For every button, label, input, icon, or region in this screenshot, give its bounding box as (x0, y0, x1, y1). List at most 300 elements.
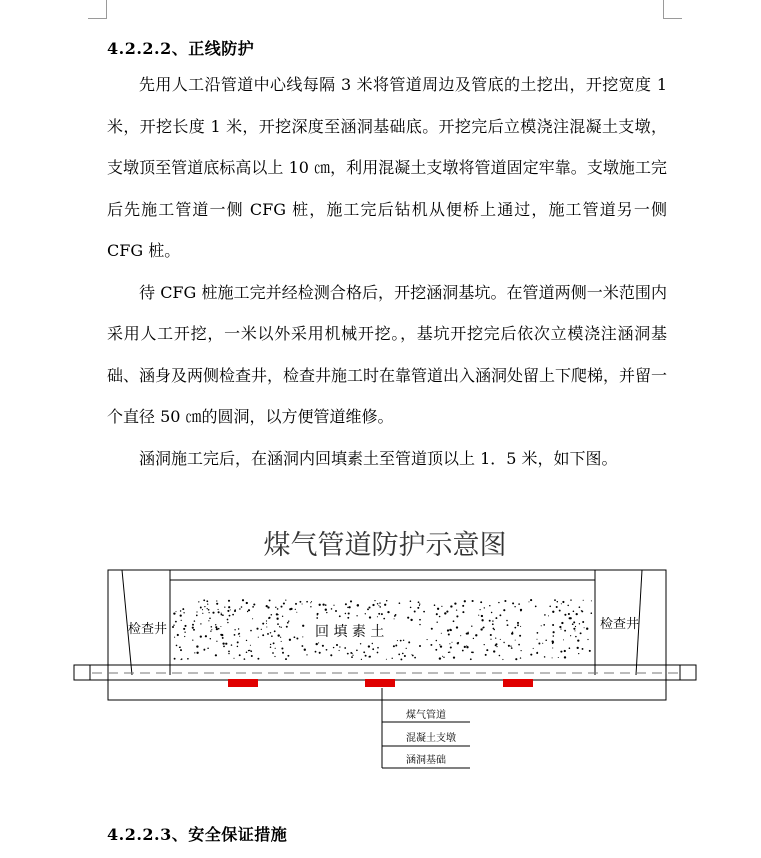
soil-speckle (541, 625, 542, 626)
soil-speckle (295, 609, 296, 610)
soil-speckle (440, 645, 442, 647)
soil-speckle (187, 658, 189, 660)
soil-speckle (173, 612, 175, 614)
soil-speckle (520, 657, 521, 658)
soil-speckle (377, 616, 378, 617)
soil-speckle (220, 626, 221, 627)
soil-speckle (500, 639, 501, 640)
soil-speckle (439, 644, 440, 645)
soil-speckle (492, 623, 494, 625)
soil-speckle (267, 633, 269, 635)
soil-speckle (180, 659, 181, 660)
soil-speckle (207, 647, 209, 649)
soil-speckle (285, 599, 286, 600)
soil-speckle (508, 645, 510, 647)
soil-speckle (290, 608, 292, 610)
soil-speckle (492, 620, 493, 621)
soil-speckle (394, 615, 396, 617)
soil-speckle (172, 626, 174, 628)
soil-speckle (311, 601, 312, 602)
soil-speckle (281, 641, 282, 642)
soil-speckle (379, 606, 381, 608)
soil-speckle (536, 652, 538, 654)
soil-speckle (357, 604, 359, 606)
soil-speckle (180, 649, 182, 651)
soil-speckle (450, 646, 452, 648)
soil-speckle (361, 659, 362, 660)
soil-speckle (281, 627, 282, 628)
soil-speckle (441, 633, 442, 634)
soil-speckle (206, 600, 208, 602)
soil-speckle (266, 605, 268, 607)
soil-speckle (234, 634, 236, 636)
soil-speckle (194, 652, 195, 653)
legend-concrete-support: 混凝土支墩 (406, 733, 456, 744)
soil-speckle (310, 606, 311, 607)
soil-speckle (498, 602, 499, 603)
soil-speckle (553, 635, 555, 637)
soil-speckle (472, 600, 474, 602)
soil-speckle (347, 653, 349, 655)
soil-speckle (200, 607, 202, 609)
soil-speckle (512, 602, 514, 604)
soil-speckle (253, 603, 255, 605)
soil-speckle (179, 647, 180, 648)
soil-speckle (573, 611, 575, 613)
soil-speckle (276, 618, 278, 620)
soil-speckle (528, 601, 529, 602)
soil-speckle (569, 647, 571, 649)
soil-speckle (261, 629, 262, 630)
soil-speckle (302, 603, 303, 604)
soil-speckle (336, 644, 338, 646)
soil-speckle (250, 650, 252, 652)
soil-speckle (481, 619, 483, 621)
soil-speckle (182, 608, 184, 610)
soil-speckle (208, 609, 210, 611)
soil-speckle (558, 657, 559, 658)
soil-speckle (564, 614, 566, 616)
soil-speckle (211, 626, 213, 628)
soil-speckle (345, 603, 347, 605)
soil-speckle (224, 606, 225, 607)
soil-speckle (520, 609, 522, 611)
soil-speckle (520, 626, 521, 627)
soil-speckle (222, 614, 224, 616)
soil-speckle (368, 606, 370, 608)
soil-speckle (470, 658, 472, 660)
soil-speckle (262, 623, 264, 625)
soil-speckle (552, 611, 554, 613)
soil-speckle (252, 606, 254, 608)
concrete-support-1 (228, 679, 258, 687)
soil-speckle (377, 603, 379, 605)
soil-speckle (356, 615, 357, 616)
soil-speckle (216, 600, 217, 601)
soil-speckle (530, 654, 532, 656)
soil-speckle (511, 647, 513, 649)
soil-speckle (367, 608, 369, 610)
soil-speckle (403, 640, 404, 641)
paragraph-2: 待 CFG 桩施工完并经检测合格后，开挖涵洞基坑。在管道两侧一米范围内采用人工开挖，一米以外采用机械开挖。，基坑开挖完后依次立模浇注涵洞基础、涵身及两侧检查井，检查井施工时在靠管道出入涵洞处留上下爬梯，并留一个直径 50 ㎝的圆洞，以方便管道维修。 (107, 282, 668, 426)
soil-speckle (204, 606, 205, 607)
soil-speckle (363, 651, 365, 653)
right-well-label: 检查井 (600, 617, 640, 632)
soil-speckle (299, 601, 301, 603)
soil-speckle (548, 615, 549, 616)
soil-speckle (393, 645, 395, 647)
soil-speckle (233, 658, 234, 659)
soil-speckle (227, 619, 229, 621)
soil-speckle (271, 614, 273, 616)
soil-speckle (207, 608, 208, 609)
soil-speckle (430, 644, 432, 646)
soil-speckle (177, 634, 179, 636)
soil-speckle (443, 657, 444, 658)
soil-speckle (286, 626, 288, 628)
soil-speckle (418, 601, 420, 603)
concrete-support-2 (365, 679, 395, 687)
soil-speckle (417, 607, 419, 609)
soil-speckle (246, 651, 248, 653)
soil-speckle (183, 628, 185, 630)
soil-speckle (360, 643, 361, 644)
soil-speckle (535, 606, 537, 608)
soil-speckle (517, 622, 519, 624)
soil-speckle (530, 599, 532, 601)
soil-speckle (246, 602, 248, 604)
soil-speckle (174, 658, 176, 660)
soil-speckle (431, 628, 433, 630)
soil-speckle (449, 643, 450, 644)
soil-speckle (372, 648, 374, 650)
soil-speckle (392, 658, 393, 659)
soil-speckle (192, 627, 194, 629)
soil-speckle (216, 628, 218, 630)
soil-speckle (552, 641, 554, 643)
soil-speckle (365, 655, 367, 657)
soil-speckle (266, 626, 267, 627)
soil-speckle (573, 621, 575, 623)
soil-speckle (533, 648, 534, 649)
soil-speckle (333, 605, 334, 606)
soil-speckle (559, 610, 561, 612)
soil-speckle (242, 599, 244, 601)
legend-culvert-foundation: 涵洞基础 (406, 755, 446, 766)
soil-speckle (345, 613, 346, 614)
soil-speckle (560, 651, 562, 653)
soil-speckle (423, 611, 425, 613)
soil-speckle (486, 649, 488, 651)
soil-speckle (567, 605, 569, 607)
soil-speckle (277, 608, 279, 610)
soil-speckle (579, 606, 581, 608)
soil-speckle (450, 605, 452, 607)
soil-speckle (218, 611, 220, 613)
soil-speckle (503, 642, 504, 643)
soil-speckle (481, 615, 483, 617)
soil-speckle (211, 629, 212, 630)
soil-speckle (397, 640, 398, 641)
soil-speckle (439, 616, 441, 618)
soil-speckle (480, 609, 481, 610)
soil-speckle (582, 621, 584, 623)
soil-speckle (387, 611, 389, 613)
soil-speckle (348, 612, 350, 614)
soil-speckle (270, 632, 271, 633)
soil-speckle (237, 646, 239, 648)
soil-speckle (175, 611, 176, 612)
soil-speckle (556, 606, 558, 608)
soil-speckle (221, 634, 223, 636)
soil-speckle (406, 648, 407, 649)
soil-speckle (586, 628, 588, 630)
soil-speckle (400, 658, 402, 660)
soil-speckle (557, 601, 558, 602)
soil-speckle (283, 602, 285, 604)
soil-speckle (316, 617, 318, 619)
soil-speckle (553, 631, 555, 633)
soil-speckle (495, 617, 497, 619)
soil-speckle (356, 649, 358, 651)
soil-speckle (482, 627, 483, 628)
soil-speckle (462, 605, 464, 607)
soil-speckle (515, 658, 517, 660)
soil-speckle (270, 644, 271, 645)
soil-speckle (369, 616, 371, 618)
soil-speckle (561, 603, 562, 604)
soil-speckle (347, 617, 349, 619)
soil-speckle (419, 624, 420, 625)
soil-speckle (591, 600, 592, 601)
soil-speckle (210, 638, 211, 639)
soil-speckle (496, 646, 497, 647)
soil-speckle (326, 612, 327, 613)
soil-speckle (352, 653, 353, 654)
soil-speckle (484, 607, 485, 608)
soil-speckle (306, 601, 308, 603)
soil-speckle (315, 651, 317, 653)
soil-speckle (296, 612, 297, 613)
soil-speckle (282, 616, 283, 617)
soil-speckle (519, 635, 521, 637)
soil-speckle (352, 655, 353, 656)
soil-speckle (200, 623, 201, 624)
soil-speckle (478, 615, 479, 616)
soil-speckle (436, 621, 437, 622)
soil-speckle (223, 646, 225, 648)
soil-speckle (507, 624, 509, 626)
soil-speckle (554, 599, 556, 601)
soil-speckle (518, 644, 520, 646)
soil-speckle (281, 606, 283, 608)
soil-speckle (267, 606, 269, 608)
soil-speckle (394, 618, 395, 619)
soil-speckle (207, 603, 208, 604)
soil-speckle (454, 602, 456, 604)
soil-speckle (325, 604, 327, 606)
soil-speckle (180, 615, 182, 617)
soil-speckle (451, 642, 452, 643)
soil-speckle (384, 604, 386, 606)
soil-speckle (473, 638, 474, 639)
soil-speckle (407, 617, 409, 619)
soil-speckle (218, 609, 219, 610)
soil-speckle (517, 624, 519, 626)
soil-speckle (228, 600, 230, 602)
soil-speckle (239, 636, 240, 637)
soil-speckle (436, 613, 438, 615)
soil-speckle (318, 642, 319, 643)
soil-speckle (203, 599, 205, 601)
soil-speckle (412, 655, 414, 657)
soil-speckle (581, 610, 583, 612)
soil-speckle (282, 652, 284, 654)
soil-speckle (427, 639, 428, 640)
soil-speckle (587, 639, 588, 640)
soil-speckle (552, 647, 553, 648)
soil-speckle (306, 654, 307, 655)
soil-speckle (589, 650, 591, 652)
soil-speckle (347, 607, 348, 608)
soil-speckle (521, 650, 522, 651)
soil-speckle (419, 605, 420, 606)
soil-speckle (419, 603, 420, 604)
soil-speckle (457, 642, 459, 644)
soil-speckle (196, 645, 198, 647)
soil-speckle (552, 624, 554, 626)
soil-speckle (246, 640, 247, 641)
legend-gas-pipe: 煤气管道 (406, 710, 446, 721)
soil-speckle (570, 599, 571, 600)
soil-speckle (564, 650, 566, 652)
soil-speckle (339, 646, 340, 647)
soil-speckle (379, 602, 380, 603)
soil-speckle (573, 628, 575, 630)
soil-speckle (294, 636, 296, 638)
soil-speckle (378, 613, 380, 615)
soil-speckle (222, 642, 224, 644)
pipe-protection-diagram (70, 510, 700, 780)
soil-speckle (310, 602, 311, 603)
soil-speckle (228, 653, 229, 654)
soil-speckle (208, 620, 209, 621)
soil-speckle (378, 605, 379, 606)
soil-speckle (238, 633, 239, 634)
soil-speckle (344, 647, 346, 649)
soil-speckle (485, 654, 487, 656)
soil-speckle (269, 599, 271, 601)
soil-speckle (444, 612, 446, 614)
backfill-label: 回 填 素 土 (315, 624, 385, 640)
soil-speckle (456, 626, 458, 628)
soil-speckle (221, 613, 222, 614)
soil-speckle (216, 603, 218, 605)
soil-speckle (490, 634, 492, 636)
soil-speckle (250, 630, 252, 632)
soil-speckle (196, 615, 198, 617)
soil-speckle (248, 609, 250, 611)
soil-speckle (450, 629, 452, 631)
soil-speckle (404, 655, 406, 657)
soil-speckle (365, 613, 366, 614)
concrete-support-3 (503, 679, 533, 687)
soil-speckle (453, 656, 455, 658)
soil-speckle (212, 612, 214, 614)
soil-speckle (419, 619, 421, 621)
soil-speckle (237, 641, 239, 643)
soil-speckle (287, 655, 289, 657)
soil-speckle (368, 656, 369, 657)
soil-speckle (285, 658, 287, 660)
soil-speckle (386, 600, 387, 601)
soil-speckle (287, 622, 289, 624)
body-text (107, 64, 667, 479)
soil-speckle (228, 651, 230, 653)
soil-speckle (277, 623, 279, 625)
paragraph-3: 涵洞施工完后，在涵洞内回填素土至管道顶以上 1．5 米，如下图。 (139, 448, 618, 468)
soil-speckle (419, 645, 421, 647)
soil-speckle (175, 621, 177, 623)
soil-speckle (277, 614, 278, 615)
soil-speckle (515, 640, 516, 641)
soil-speckle (200, 635, 202, 637)
soil-speckle (574, 630, 575, 631)
soil-speckle (317, 614, 318, 615)
soil-speckle (464, 600, 466, 602)
soil-speckle (576, 613, 578, 615)
soil-speckle (319, 652, 321, 654)
soil-speckle (456, 609, 457, 610)
soil-speckle (270, 646, 271, 647)
soil-speckle (230, 609, 231, 610)
soil-speckle (439, 657, 441, 659)
soil-speckle (205, 635, 207, 637)
soil-speckle (399, 602, 401, 604)
soil-speckle (466, 633, 468, 635)
soil-speckle (304, 649, 306, 651)
soil-speckle (436, 640, 438, 642)
soil-speckle (278, 634, 280, 636)
soil-speckle (271, 635, 273, 637)
soil-speckle (229, 615, 231, 617)
soil-speckle (414, 657, 416, 659)
soil-speckle (228, 606, 230, 608)
soil-speckle (562, 601, 564, 603)
soil-speckle (250, 645, 251, 646)
soil-speckle (231, 644, 232, 645)
soil-speckle (503, 609, 505, 611)
soil-speckle (495, 637, 496, 638)
soil-speckle (499, 614, 501, 616)
soil-speckle (339, 615, 341, 617)
soil-speckle (241, 606, 243, 608)
soil-speckle (204, 650, 205, 651)
soil-speckle (193, 629, 195, 631)
soil-speckle (281, 647, 283, 649)
soil-speckle (493, 650, 495, 652)
soil-speckle (462, 611, 464, 613)
soil-speckle (544, 656, 546, 658)
soil-speckle (395, 645, 397, 647)
soil-speckle (234, 629, 235, 630)
soil-speckle (448, 633, 450, 635)
soil-speckle (368, 645, 370, 647)
soil-speckle (192, 639, 193, 640)
soil-speckle (319, 604, 321, 606)
soil-speckle (435, 649, 437, 651)
soil-speckle (350, 600, 352, 602)
